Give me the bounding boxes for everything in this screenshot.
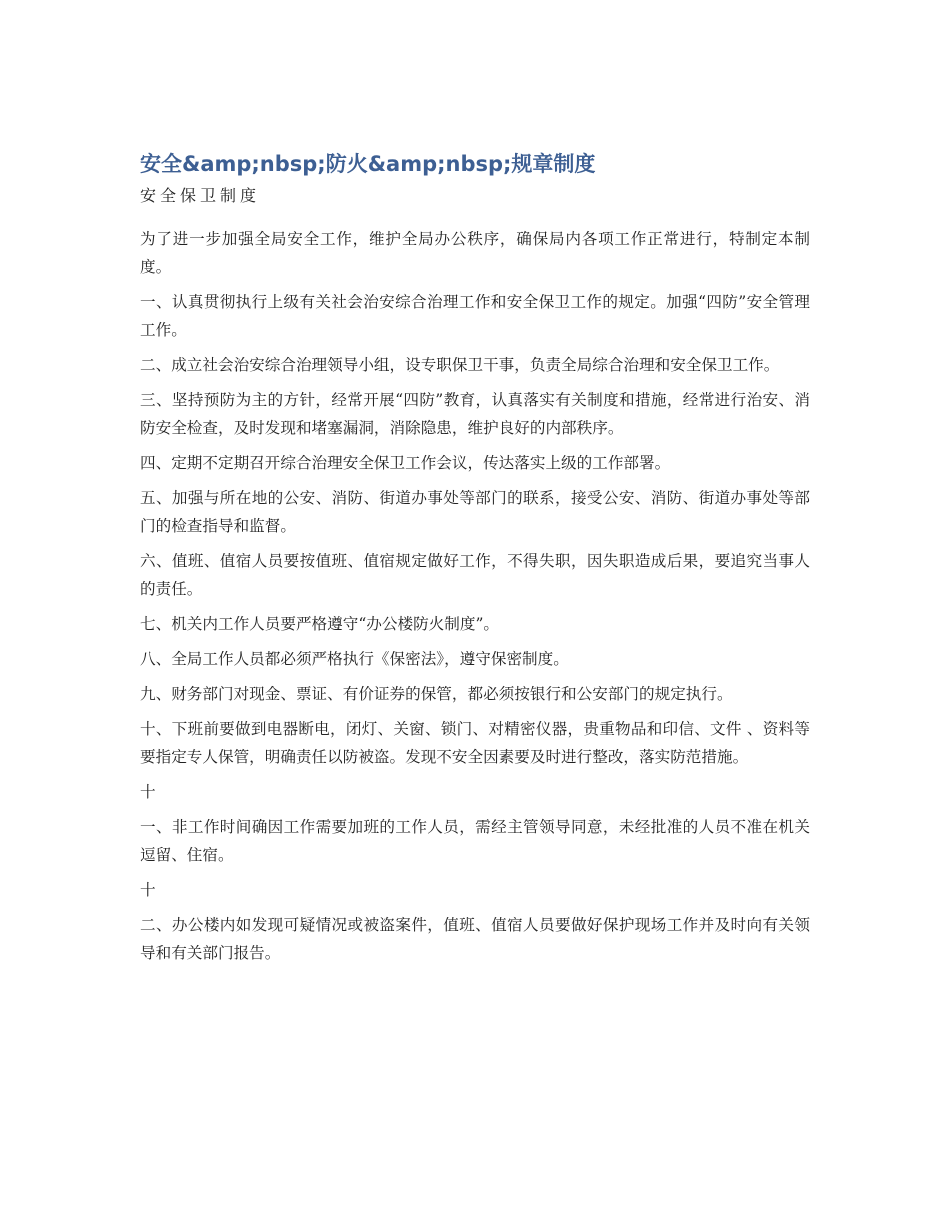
paragraph-item-9: 九、财务部门对现金、票证、有价证券的保管，都必须按银行和公安部门的规定执行。 — [140, 685, 733, 703]
paragraph-item-1: 一、认真贯彻执行上级有关社会治安综合治理工作和安全保卫工作的规定。加强“四防”安全管理工作。 — [140, 293, 810, 339]
document-title: 安全&amp;nbsp;防火&amp;nbsp;规章制度 — [140, 152, 596, 176]
paragraph-item-2: 二、成立社会治安综合治理领导小组，设专职保卫干事，负责全局综合治理和安全保卫工作。 — [140, 356, 780, 374]
paragraph-item-11: 一、非工作时间确因工作需要加班的工作人员，需经主管领导同意，未经批准的人员不准在机关逗留、住宿。 — [140, 818, 810, 864]
paragraph-item-3: 三、坚持预防为主的方针，经常开展“四防”教育，认真落实有关制度和措施，经常进行治安、消防安全检查，及时发现和堵塞漏洞，消除隐患，维护良好的内部秩序。 — [140, 391, 810, 437]
paragraph-item-10: 十、下班前要做到电器断电，闭灯、关窗、锁门、对精密仪器，贵重物品和印信、文件 、资料等要指定专人保管，明确责任以防被盗。发现不安全因素要及时进行整改，落实防范措施。 — [140, 720, 810, 766]
document-subtitle: 安全保卫制度 — [140, 186, 261, 205]
paragraph-item-12: 二、办公楼内如发现可疑情况或被盗案件，值班、值宿人员要做好保护现场工作并及时向有关领导和有关部门报告。 — [140, 916, 810, 962]
paragraph-item-6: 六、值班、值宿人员要按值班、值宿规定做好工作，不得失职，因失职造成后果，要追究当事人的责任。 — [140, 552, 810, 598]
paragraph-item-12-prefix: 十 — [140, 881, 156, 899]
paragraph-item-8: 八、全局工作人员都必须严格执行《保密法》，遵守保密制度。 — [140, 650, 569, 668]
paragraph-intro: 为了进一步加强全局安全工作，维护全局办公秩序，确保局内各项工作正常进行，特制定本制度。 — [140, 230, 810, 276]
paragraph-item-4: 四、定期不定期召开综合治理安全保卫工作会议，传达落实上级的工作部署。 — [140, 454, 671, 472]
paragraph-item-7: 七、机关内工作人员要严格遵守“办公楼防火制度”。 — [140, 615, 500, 633]
paragraph-item-11-prefix: 十 — [140, 783, 156, 801]
document-body — [140, 225, 810, 967]
paragraph-item-5: 五、加强与所在地的公安、消防、街道办事处等部门的联系，接受公安、消防、街道办事处等部门的检查指导和监督。 — [140, 489, 810, 535]
document-page — [140, 148, 810, 974]
